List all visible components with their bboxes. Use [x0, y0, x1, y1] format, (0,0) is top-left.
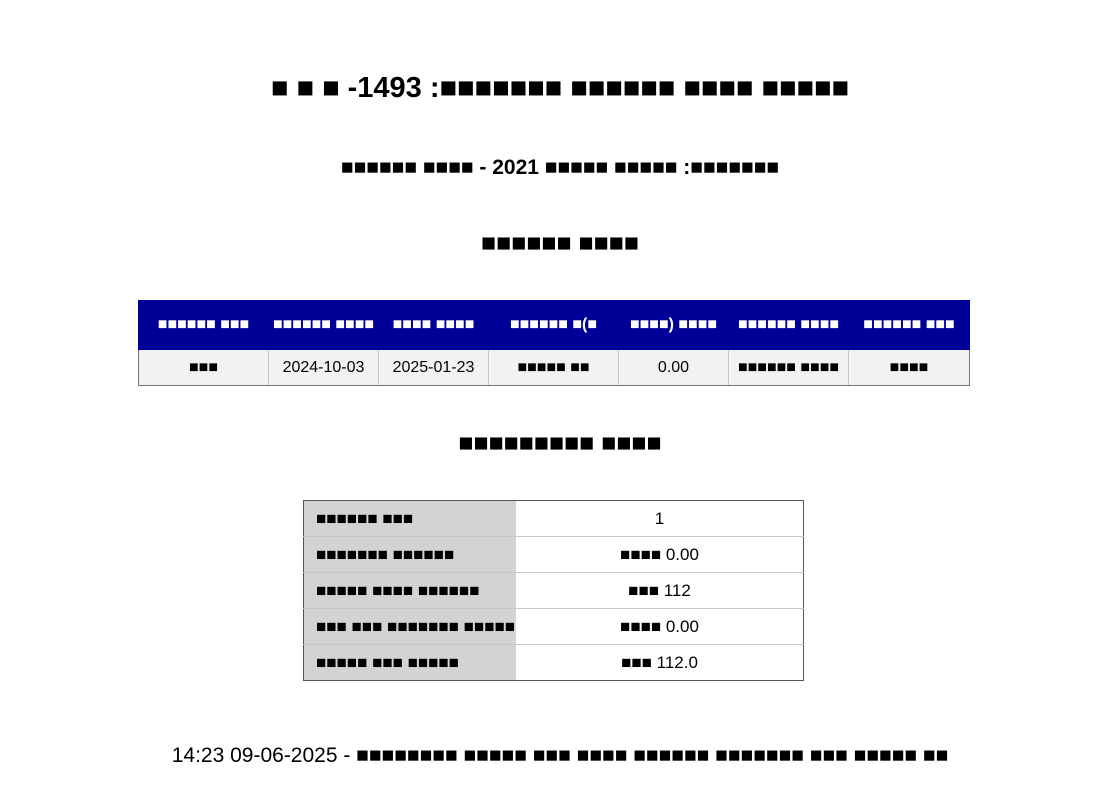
- report-subtitle: ■■■■■■ ■■■■ - 2021 ■■■■■ ■■■■■ :■■■■■■■: [340, 156, 780, 179]
- report-title: ■ ■ ■ -1493 :■■■■■■■ ■■■■■■ ■■■■ ■■■■■: [270, 72, 850, 104]
- summary-row: [304, 537, 804, 573]
- summary-value: ■■■■ 0.00: [516, 537, 804, 573]
- table-cell: ■■■■: [849, 350, 970, 386]
- summary-label: ■■■■■■ ■■■: [304, 501, 517, 537]
- details-section-title: ■■■■■■ ■■■■: [481, 229, 639, 257]
- column-header: ■■■■■■ ■■■: [139, 301, 269, 350]
- summary-label: ■■■ ■■■ ■■■■■■■ ■■■■■: [304, 609, 517, 645]
- table-header-row: [139, 301, 970, 350]
- table-cell: 2025-01-23: [379, 350, 489, 386]
- table-cell: ■■■: [139, 350, 269, 386]
- summary-table: [303, 500, 804, 681]
- column-header: ■■■■■■ ■(■: [489, 301, 619, 350]
- summary-label: ■■■■■ ■■■ ■■■■■: [304, 645, 517, 681]
- summary-section-title: ■■■■■■■■■ ■■■■: [458, 429, 662, 457]
- table-cell: 0.00: [619, 350, 729, 386]
- summary-value: ■■■■ 0.00: [516, 609, 804, 645]
- table-cell: 2024-10-03: [269, 350, 379, 386]
- table-cell: ■■■■■ ■■: [489, 350, 619, 386]
- summary-row: [304, 573, 804, 609]
- column-header: ■■■■■■ ■■■: [849, 301, 970, 350]
- summary-value: 1: [516, 501, 804, 537]
- details-table: [138, 300, 970, 386]
- report-footer: 14:23 09-06-2025 - ■■■■■■■■ ■■■■■ ■■■ ■■■■ ■■■■■■ ■■■■■■■ ■■■ ■■■■■ ■■: [171, 744, 949, 767]
- column-header: ■■■■) ■■■■: [619, 301, 729, 350]
- summary-row: [304, 501, 804, 537]
- summary-row: [304, 609, 804, 645]
- table-row: [139, 350, 970, 386]
- summary-row: [304, 645, 804, 681]
- summary-label: ■■■■■■■ ■■■■■■: [304, 537, 517, 573]
- summary-label: ■■■■■ ■■■■ ■■■■■■: [304, 573, 517, 609]
- column-header: ■■■■■■ ■■■■: [269, 301, 379, 350]
- summary-value: ■■■ 112: [516, 573, 804, 609]
- summary-value: ■■■ 112.0: [516, 645, 804, 681]
- table-cell: ■■■■■■ ■■■■: [729, 350, 849, 386]
- column-header: ■■■■■■ ■■■■: [729, 301, 849, 350]
- column-header: ■■■■ ■■■■: [379, 301, 489, 350]
